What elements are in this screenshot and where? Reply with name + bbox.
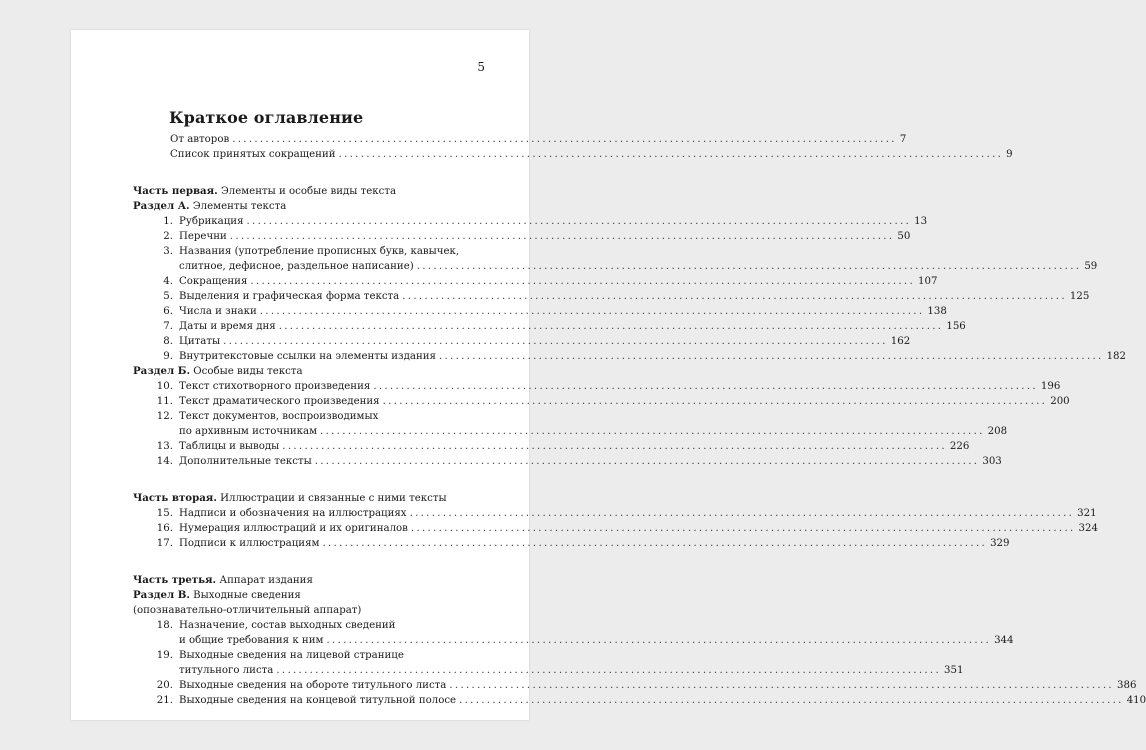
toc-entry-row [179,678,1137,693]
toc-entry [133,214,928,229]
toc-intro [133,132,1013,162]
toc-entry-row [179,439,970,454]
toc-entry-body [179,214,928,229]
toc-entry-title: Дополнительные тексты [179,456,312,467]
toc-entry-page: 196 [1040,381,1061,392]
toc-entry-number: 16. [156,523,173,534]
toc-entry-page: 226 [949,441,970,452]
toc-entry-number: 19. [156,650,173,661]
toc-leader-dots: ........................................................................................................................ [449,680,1114,691]
toc-entry-line: Выходные сведения на лицевой странице [179,650,404,661]
toc-entry-row [179,229,911,244]
toc-entry-number: 5. [163,291,173,302]
toc-entry-page: 107 [918,276,938,287]
toc-leader-dots: ........................................................................................................................ [326,635,992,646]
toc-entry-title: Внутритекстовые ссылки на элементы издания [179,351,436,362]
toc-entry [133,379,1061,394]
section-heading-b: Раздел Б. Особые виды текста [133,365,303,377]
section-subtitle-v: (опознавательно-отличительный аппарат) [133,605,362,616]
toc-entry-body [179,454,1002,469]
toc-leader-dots: ........................................................................................................................ [322,538,988,549]
toc-entry-page: 138 [927,306,947,317]
toc-entry-body [179,678,1137,693]
toc-entry-body [179,693,1146,708]
toc-entry-body [179,289,1090,304]
toc-entry-body [179,394,1070,409]
toc-entry [133,304,947,319]
toc-entry-title: Подписи к иллюстрациям [179,538,320,549]
toc-entry-title: Таблицы и выводы [179,441,280,452]
toc-entry-row [179,289,1090,304]
toc-entry-page: 162 [890,336,911,347]
toc-entry [133,693,1146,708]
toc-entry-number: 8. [163,336,173,347]
toc-entry-row [170,132,907,147]
toc-entry-page: 344 [994,635,1014,646]
toc-leader-dots: ........................................................................................................................ [246,216,912,227]
toc-entry [133,334,911,349]
toc-entry-body [179,648,964,678]
toc-leader-dots: ........................................................................................................................ [276,665,941,676]
toc-entry-title: Надписи и обозначения на иллюстрациях [179,508,407,519]
toc-entry [133,394,1070,409]
toc-entry-row [179,379,1061,394]
toc-entry-page: 156 [946,321,966,332]
toc-entry-row [179,214,928,229]
toc-entry-page: 303 [982,456,1002,467]
toc-entry-body [179,304,947,319]
toc-entry-row [179,454,1002,469]
toc-entry [133,147,1013,162]
toc-entry-row [179,394,1070,409]
toc-entry-number: 6. [163,306,173,317]
page-title: Краткое оглавление [169,108,364,127]
toc-entry-number: 20. [156,680,173,691]
toc-entry-number: 14. [156,456,173,467]
toc-entry [133,289,1090,304]
toc-entry-row [179,506,1097,521]
toc-entry-page: 351 [944,665,964,676]
part-heading-3: Часть третья. Аппарат издания [133,574,313,586]
toc-entry-line: Назначение, состав выходных сведений [179,620,396,631]
toc-entry [133,678,1137,693]
toc-entry-row [179,633,1014,648]
toc-entry-number: 1. [163,216,173,227]
toc-entry-row [179,521,1098,536]
toc-entry-title: Цитаты [179,336,221,347]
toc-entry-page: 9 [1006,149,1013,160]
toc-leader-dots: ........................................................................................................................ [314,456,980,467]
toc-entry-page: 182 [1106,351,1127,362]
toc-leader-dots: ........................................................................................................................ [223,336,888,347]
toc-leader-dots: ........................................................................................................................ [278,321,944,332]
toc-entry-page: 324 [1078,523,1098,534]
toc-entry-title: Числа и знаки [179,306,257,317]
toc-entry-body [179,229,911,244]
toc-entry [133,244,1098,274]
toc-entry-page: 386 [1116,680,1137,691]
toc-leader-dots: ........................................................................................................................ [410,523,1076,534]
toc-entry-page: 125 [1069,291,1090,302]
toc-entry [133,409,1008,439]
toc-entry-body [179,244,1098,274]
toc-leader-dots: ........................................................................................................................ [282,441,947,452]
toc-entry-title: От авторов [170,134,230,145]
toc-leader-dots: ........................................................................................................................ [229,231,895,242]
toc-entry-page: 329 [990,538,1010,549]
toc-leader-dots: ........................................................................................................................ [373,381,1038,392]
page-number: 5 [477,60,485,74]
toc-entry-page: 208 [987,426,1008,437]
toc-entry-body [179,409,1008,439]
toc-entry-title: Сокращения [179,276,248,287]
toc-entry-page: 200 [1050,396,1070,407]
toc-entry-body [179,379,1061,394]
toc-leader-dots: ........................................................................................................................ [402,291,1067,302]
toc-entry-number: 21. [156,695,173,706]
toc-entry-number: 15. [156,508,173,519]
toc-entry [133,349,1127,364]
toc-entry-number: 4. [163,276,173,287]
toc-entry-line: Названия (употребление прописных букв, кавычек, [179,246,460,257]
toc-leader-dots: ........................................................................................................................ [382,396,1048,407]
toc-entry [133,274,938,289]
toc-entry-page: 13 [914,216,928,227]
toc-entry-page: 410 [1126,695,1146,706]
toc-entry-title: Нумерация иллюстраций и их оригиналов [179,523,408,534]
toc-entry-body [179,506,1097,521]
toc-leader-dots: ........................................................................................................................ [259,306,925,317]
toc-entry-body [179,274,938,289]
toc-entry [133,506,1097,521]
section-b-entries [133,379,1070,469]
toc-entry-body [179,536,1010,551]
toc-entry-body [179,618,1014,648]
part-heading-2: Часть вторая. Иллюстрации и связанные с ними тексты [133,492,447,504]
toc-entry-title: Перечни [179,231,227,242]
toc-entry [133,618,1014,648]
toc-leader-dots: ........................................................................................................................ [459,695,1124,706]
toc-entry-title: Выделения и графическая форма текста [179,291,400,302]
book-page [71,30,1146,720]
toc-entry-number: 13. [156,441,173,452]
toc-entry [133,439,970,454]
toc-entry-body [179,334,911,349]
toc-entry-line: Текст документов, воспроизводимых [179,411,379,422]
toc-entry [133,454,1002,469]
toc-entry-number: 10. [156,381,173,392]
toc-entry-number: 3. [163,246,173,257]
toc-entry-title: Текст стихотворного произведения [179,381,371,392]
toc-leader-dots: ........................................................................................................................ [438,351,1104,362]
toc-entry-number: 9. [163,351,173,362]
toc-entry-title: Рубрикация [179,216,244,227]
toc-entry-row [179,693,1146,708]
toc-entry-page: 7 [899,134,907,145]
toc-entry [133,648,964,678]
toc-entry-number: 12. [156,411,173,422]
toc-entry-number: 7. [163,321,173,332]
toc-leader-dots: ........................................................................................................................ [338,149,1004,160]
toc-entry-row [179,424,1008,439]
toc-leader-dots: ........................................................................................................................ [409,508,1075,519]
toc-entry-title: Выходные сведения на концевой титульной полосе [179,695,457,706]
toc-leader-dots: ........................................................................................................................ [250,276,916,287]
toc-entry-body [179,349,1127,364]
section-a-entries [133,214,1127,364]
toc-entry-row [179,334,911,349]
toc-entry [133,132,907,147]
toc-entry-number: 11. [156,396,173,407]
section-v-entries [133,618,1146,708]
toc-entry-number: 17. [156,538,173,549]
toc-entry [133,229,911,244]
toc-entry-body [179,521,1098,536]
toc-entry-row [179,259,1098,274]
toc-entry-row [179,304,947,319]
toc-entry-row [179,536,1010,551]
toc-entry-title: по архивным источникам [179,426,318,437]
toc-entry [133,319,966,334]
toc-entry-row [170,147,1013,162]
toc-entry-page: 50 [897,231,911,242]
toc-entry-body [179,439,970,454]
toc-entry-title: Список принятых сокращений [170,149,336,160]
toc-leader-dots: ........................................................................................................................ [320,426,985,437]
toc-entry-row [179,319,966,334]
toc-entry-page: 59 [1084,261,1098,272]
toc-content [133,132,1146,708]
section-heading-v: Раздел В. Выходные сведения [133,589,301,601]
toc-entry-number: 18. [156,620,173,631]
toc-entry-title: слитное, дефисное, раздельное написание) [179,261,414,272]
toc-entry-row [179,274,938,289]
toc-entry-row [179,663,964,678]
toc-entry-page: 321 [1077,508,1097,519]
toc-entry-title: Текст драматического произведения [179,396,380,407]
toc-entry-title: титульного листа [179,665,274,676]
toc-entry-title: Выходные сведения на обороте титульного листа [179,680,447,691]
toc-entry-body [179,319,966,334]
part-2-entries [133,506,1098,551]
toc-leader-dots: ........................................................................................................................ [232,134,897,145]
toc-entry-title: и общие требования к ним [179,635,324,646]
toc-entry [133,536,1010,551]
toc-entry-number: 2. [163,231,173,242]
toc-leader-dots: ........................................................................................................................ [416,261,1082,272]
toc-entry-row [179,349,1127,364]
section-heading-a: Раздел А. Элементы текста [133,200,287,212]
toc-entry-title: Даты и время дня [179,321,276,332]
part-heading-1: Часть первая. Элементы и особые виды текста [133,185,397,197]
toc-entry [133,521,1098,536]
